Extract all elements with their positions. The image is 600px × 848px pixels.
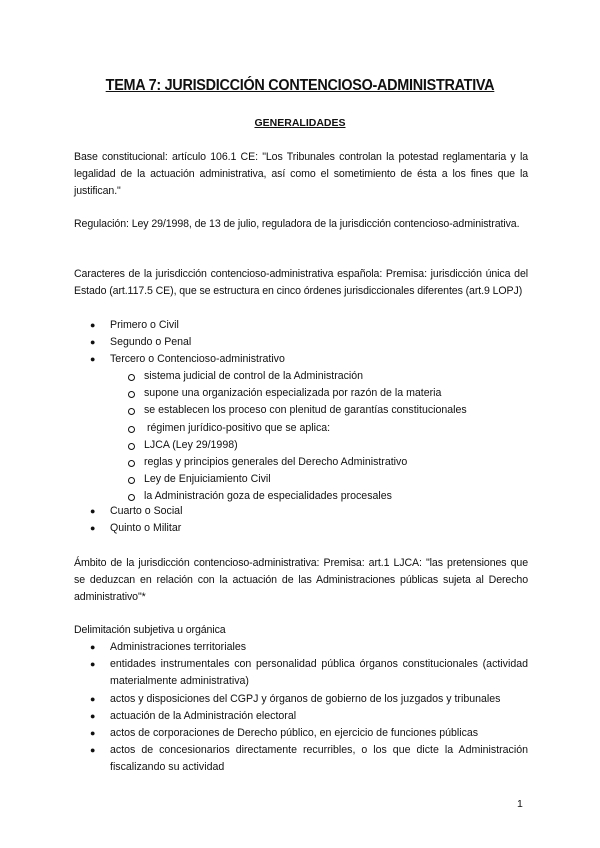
circle-bullet-icon — [128, 477, 135, 484]
list-item-text: entidades instrumentales con personalidad pública órganos constitucionales (actividad materialmente administrativa) — [110, 658, 528, 688]
list-item-text: actos de concesionarios directamente recurribles, o los que dicte la Administración fiscalizando su actividad — [110, 744, 528, 774]
list-item — [74, 351, 528, 368]
sublist-item-text: la Administración goza de especialidades procesales — [144, 490, 392, 503]
paragraph-ambito: Ámbito de la jurisdicción contencioso-administrativa: Premisa: art.1 LJCA: "las pretensiones que se deduzcan en relación con la actuación de las Administraciones públicas sujeta al Derecho administrativo"* — [74, 557, 528, 604]
bullet-icon: ● — [90, 728, 96, 739]
sublist-item-text: Ley de Enjuiciamiento Civil — [144, 473, 271, 486]
list-item-text: Quinto o Militar — [110, 522, 182, 535]
bullet-icon: ● — [90, 506, 96, 516]
list-item-text: actuación de la Administración electoral — [110, 709, 297, 722]
circle-bullet-icon — [128, 408, 135, 415]
list-item-text: Segundo o Penal — [110, 336, 192, 349]
paragraph-regulacion: Regulación: Ley 29/1998, de 13 de julio, reguladora de la jurisdicción contencioso-administrativa. — [74, 218, 520, 230]
paragraph-delimitacion: Delimitación subjetiva u orgánica — [74, 624, 226, 636]
bullet-icon: ● — [90, 710, 96, 721]
circle-bullet-icon — [128, 426, 135, 433]
tercero-sublist — [74, 368, 528, 506]
bullet-icon: ● — [90, 659, 96, 670]
list-item-text: actos y disposiciones del CGPJ y órganos de gobierno de los juzgados y tribunales — [110, 692, 501, 705]
list-item — [74, 656, 528, 690]
list-item-text: Cuarto o Social — [110, 505, 183, 517]
page-title: TEMA 7: JURISDICCIÓN CONTENCIOSO-ADMINISTRATIVA — [105, 77, 495, 94]
list-item-text: actos de corporaciones de Derecho público, en ejercicio de funciones públicas — [110, 727, 479, 740]
list-item-text: Administraciones territoriales — [110, 641, 247, 653]
list-item-text: Tercero o Contencioso-administrativo — [110, 353, 285, 366]
paragraph-base-constitucional: Base constitucional: artículo 106.1 CE: "Los Tribunales controlan la potestad reglamentaria y la legalidad de la actuación administrativa, así como el sometimiento de ésta a los fines que la justifican." — [74, 151, 528, 198]
sublist-item — [74, 437, 528, 454]
sublist-item-text: régimen jurídico-positivo que se aplica: — [144, 421, 331, 434]
sublist-item — [74, 420, 528, 437]
list-item — [74, 639, 528, 656]
circle-bullet-icon — [128, 494, 135, 501]
circle-bullet-icon — [128, 374, 135, 381]
list-item-text: Primero o Civil — [110, 319, 179, 331]
list-item — [74, 503, 528, 520]
sublist-item-text: supone una organización especializada por razón de la materia — [144, 387, 442, 400]
bullet-icon: ● — [90, 354, 96, 365]
sublist-item — [74, 402, 528, 419]
circle-bullet-icon — [128, 443, 135, 450]
page-number: 1 — [517, 798, 523, 810]
list-item — [74, 742, 528, 776]
bullet-icon: ● — [90, 745, 96, 756]
bullet-icon: ● — [90, 642, 96, 652]
sublist-item — [74, 471, 528, 488]
sublist-item-text: LJCA (Ley 29/1998) — [144, 438, 238, 451]
circle-bullet-icon — [128, 391, 135, 398]
list-item — [74, 708, 528, 725]
ordenes-list-continued — [74, 503, 528, 537]
circle-bullet-icon — [128, 460, 135, 467]
list-item — [74, 317, 528, 334]
bullet-icon: ● — [90, 320, 96, 330]
sublist-item — [74, 385, 528, 402]
sublist-item-text: sistema judicial de control de la Administración — [144, 370, 364, 382]
sublist-item-text: se establecen los proceso con plenitud de garantías constitucionales — [144, 404, 467, 417]
sublist-item — [74, 368, 528, 385]
list-item — [74, 520, 528, 537]
delimitacion-list — [74, 639, 528, 777]
sublist-item — [74, 454, 528, 471]
bullet-icon: ● — [90, 523, 96, 534]
list-item — [74, 334, 528, 351]
bullet-icon: ● — [90, 693, 96, 704]
sublist-item-text: reglas y principios generales del Derecho Administrativo — [144, 456, 408, 469]
paragraph-caracteres: Caracteres de la jurisdicción contencioso-administrativa española: Premisa: jurisdicción única del Estado (art.117.5 CE), que se estructura en cinco órdenes jurisdiccionales diferentes (art.9 LOPJ) — [74, 268, 528, 298]
bullet-icon: ● — [90, 337, 96, 348]
ordenes-list — [74, 317, 528, 369]
list-item — [74, 725, 528, 742]
list-item — [74, 691, 528, 708]
section-heading: GENERALIDADES — [254, 117, 346, 129]
